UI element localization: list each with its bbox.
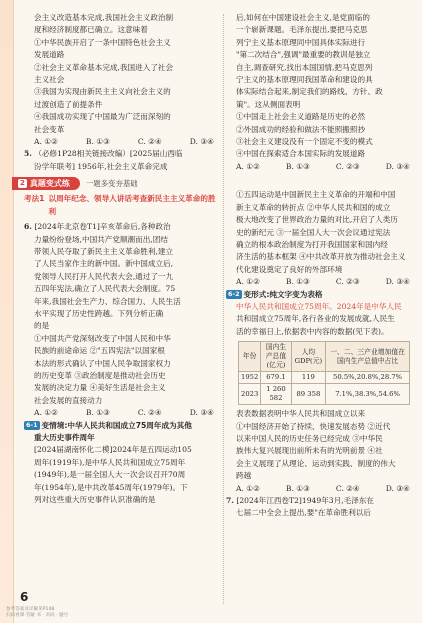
option-item: ④我国成功实现了中国最为广泛而深刻的: [34, 112, 171, 122]
data-table: [238, 341, 410, 405]
option-d[interactable]: D. ③④: [385, 277, 410, 287]
option-a[interactable]: A. ①②: [236, 483, 260, 493]
text-line: 共和国成立75周年,各行各业的发展成就,人民生: [236, 314, 395, 324]
text-line: 后,如何在中国建设社会主义,是党面临的: [236, 13, 370, 22]
text-line: 自主,调查研究,找出本国国情,把马克思列: [236, 62, 373, 72]
option-item: ③我国为实现由新民主主义向社会主义的: [34, 87, 171, 97]
answer-options: [226, 276, 416, 288]
section-title: 真题变式练: [29, 179, 70, 189]
option-item: ④中国在探索适合本国实际的发展道路: [236, 149, 366, 159]
right-column: [226, 12, 416, 520]
answer-options: [226, 483, 416, 495]
option-item: 发展的决定力量 ④美好生活是社会主义: [34, 383, 166, 393]
option-item: ③社会主义建设没有一个固定不变的模式: [236, 137, 373, 147]
variant-badge: 6-2: [228, 289, 240, 298]
option-b[interactable]: B. ①③: [285, 277, 310, 287]
text-line: 水平实现了历史性跨越。下列分析正确: [34, 308, 164, 318]
table-header-row: [239, 342, 410, 372]
table-cell: 679.1: [261, 372, 291, 384]
text-line: [2024年北京卷T1]辛亥革命后,各种政治: [34, 222, 171, 232]
option-a[interactable]: A. ①②: [236, 277, 260, 287]
text-line: 七届二中全会上提出,要"在革命胜利以后: [236, 508, 371, 518]
text-line: 变情境:中华人民共和国成立75周年成为其他: [41, 420, 192, 430]
option-item: 发展道路: [34, 50, 65, 60]
option-item: 族伟大复兴展现出前所未有的光明前景 ④社: [236, 446, 383, 456]
option-c[interactable]: C. ②④: [137, 408, 162, 418]
text-line: 周年(1919年),是中华人民共和国成立75周年: [34, 457, 186, 467]
table-header: 年份: [239, 342, 261, 372]
option-a[interactable]: A. ①②: [34, 408, 58, 418]
footer-line: 扫码看课·答疑 书 · 页码 · 题号: [6, 613, 69, 618]
page-footer: [6, 607, 68, 619]
column-divider: [223, 14, 224, 604]
table-cell: 7.1%,38.3%,54.6%: [326, 384, 410, 405]
question-number: 6.: [24, 222, 32, 232]
answer-options: [24, 136, 220, 148]
text-line: [2024届湖南怀化二模]2024年是五四运动105: [34, 445, 192, 455]
table-cell: 119: [291, 372, 326, 384]
text-line: "第二次结合",强调"最重要的教训是独立: [236, 50, 371, 60]
footer-line: 参考答案及详解见P148: [6, 607, 55, 612]
option-b[interactable]: B. ①③: [85, 137, 110, 147]
text-line: 汾学年联考] 1956年,社会主义革命完成: [34, 161, 168, 171]
table-header: 国内生产总值(亿元): [261, 342, 291, 372]
text-line: 年来,我国社会生产力、综合国力、人民生活: [34, 296, 181, 306]
text-line: (1949年),是一届全国人大一次会议召开70周: [34, 470, 186, 480]
page-edge-strip: [0, 0, 14, 623]
text-line: 列对这些重大历史事件认识准确的是: [34, 495, 156, 505]
option-item: ①中国共产党深刻改变了中国人民和中华: [34, 333, 171, 343]
exam-method-text: 以周年纪念、领导人讲话考查新民主主义革命的胜利: [48, 194, 216, 216]
text-line: （必修1P28相关链接改编）[2025届山西临: [34, 149, 183, 159]
section-banner: [12, 177, 220, 190]
section-number: 2: [20, 179, 25, 188]
text-line: 表表数据表明中华人民共和国成立以来: [236, 409, 366, 419]
text-line: 变形式:纯文字变为表格: [243, 289, 323, 299]
question-6-stem: [24, 221, 220, 233]
option-item: 本法的形式确认了中国人民争取国家权力: [34, 358, 171, 368]
option-item: 跨越: [236, 471, 252, 481]
option-c[interactable]: C. ②③: [335, 161, 360, 171]
option-d[interactable]: D. ③④: [189, 408, 214, 418]
option-item: 确立的根本政治制度为打开我国国家和国内经: [236, 239, 388, 249]
option-item: 社会发展的直接动力: [34, 395, 103, 405]
option-item: 以来中国人民的历史任务已经完成 ③中华民: [236, 433, 383, 443]
option-item: ②外国成功的经验和做法不能照搬照抄: [236, 124, 366, 134]
option-c[interactable]: C. ②③: [335, 277, 360, 287]
text-line: 度和经济制度都已确立。这意味着: [34, 25, 148, 35]
table-row: [239, 372, 410, 384]
option-c[interactable]: C. ②④: [137, 137, 162, 147]
option-b[interactable]: B. ①③: [285, 161, 310, 171]
table-cell: 50.5%,20.8%,28.7%: [326, 372, 410, 384]
text-line: 五四年宪法,确立了人民代表大会制度。75: [34, 284, 176, 294]
option-item: 济生活的基本框架 ④中共改革开放为推动社会主义: [236, 252, 406, 262]
variant-title: [226, 289, 416, 301]
option-d[interactable]: D. ③④: [385, 483, 410, 493]
option-item: ②社会主义革命基本完成,我国进入了社会: [34, 62, 174, 72]
table-cell: 1952: [239, 372, 261, 384]
text-line: 重大历史事件周年: [34, 433, 95, 442]
variant-badge: 6-1: [26, 420, 38, 429]
question-5-stem: [24, 148, 220, 160]
option-item: 新主义革命的转折点 ②中华人民共和国的成立: [236, 202, 391, 212]
table-cell: 1 260 582: [261, 384, 291, 405]
text-line: [2024年江西卷T2]1949年3月,毛泽东在: [236, 496, 375, 505]
text-line: 带领人民夺取了新民主主义革命胜利,建立: [34, 246, 174, 256]
table-header: 人均GDP(元): [291, 342, 326, 372]
table-header: 一、二、三产业增加值在国内生产总值中占比: [326, 342, 410, 372]
option-item: 代化建设奠定了良好的外部环境: [236, 264, 343, 274]
text-line: 一个崭新课题。毛泽东提出,要把马克思: [236, 25, 368, 35]
table-cell: 2023: [239, 384, 261, 405]
section-subtitle: 一题多变夯基础: [85, 178, 138, 188]
option-item: ①中华民族开启了一条中国特色社会主义: [34, 37, 171, 47]
exam-method: [24, 193, 220, 218]
text-line: 的是: [34, 321, 50, 331]
question-number: 5.: [24, 149, 32, 159]
option-item: 民族的前途命运 ②"五四宪法"以国家根: [34, 346, 165, 356]
option-item: 过渡创造了前提条件: [34, 99, 103, 109]
variant-title: [24, 420, 220, 432]
answer-options: [24, 407, 220, 419]
text-line: 会主义改造基本完成,我国社会主义政治制: [34, 13, 174, 22]
option-b[interactable]: B. ①③: [285, 483, 310, 493]
text-line: 中华人民共和国成立75周年。2024年是中华人民: [236, 301, 402, 311]
option-item: ①中国走上社会主义道路是历史的必然: [236, 112, 366, 122]
text-line: 列宁主义基本原理同中国具体实际进行: [236, 37, 366, 47]
section-tag: [12, 177, 80, 190]
table-row: [239, 384, 410, 405]
option-a[interactable]: A. ①②: [34, 137, 58, 147]
exam-method-label: 考法1: [24, 194, 45, 204]
option-d[interactable]: D. ③④: [385, 161, 410, 171]
table-cell: 89 358: [291, 384, 326, 405]
option-item: ①中国经济开始了持续、快速发展态势 ②近代: [236, 421, 391, 431]
option-item: 极大地改变了世界政治力量的对比,开启了人类历: [236, 215, 398, 225]
option-c[interactable]: C. ②④: [335, 483, 360, 493]
option-item: 社会变革: [34, 124, 65, 134]
page-number: 6: [20, 590, 29, 604]
text-line: 策"。这从侧面表明: [236, 99, 301, 109]
text-line: 年(1954年),是中共改革45周年(1979年)。下: [34, 482, 188, 492]
text-line: 活的幸福日上,依据表中内容的数据(见下表)。: [236, 326, 389, 336]
spacer: [226, 173, 416, 189]
option-b[interactable]: B. ①③: [85, 408, 110, 418]
text-line: 力量纷纷登场,中国共产党顺潮而出,团结: [34, 234, 168, 244]
text-line: 宁主义的基本原理同我国革命和建设的具: [236, 75, 373, 85]
option-a[interactable]: A. ①②: [236, 161, 260, 171]
option-d[interactable]: D. ③④: [189, 137, 214, 147]
option-item: 的历史变革 ③政治制度是推动社会历史: [34, 370, 166, 380]
text-line: 党领导人民打开人民代表大会,通过了一九: [34, 271, 174, 281]
option-item: 史的新纪元 ③一届全国人大一次会议通过宪法: [236, 227, 391, 237]
text-line: 体实际结合起来,制定我们的路线、方针、政: [236, 87, 383, 97]
left-column: [20, 12, 220, 506]
option-item: ①五四运动是中国新民主主义革命的开端和中国: [236, 190, 396, 200]
option-item: 主义社会: [34, 75, 65, 85]
option-item: 会主义展现了从理论、运动到实践、制度的伟大: [236, 458, 396, 468]
question-number: 7.: [226, 496, 234, 505]
question-7-stem: [226, 495, 416, 507]
text-line: 了人民当家作主的新中国。新中国成立后,: [34, 259, 174, 269]
answer-options: [226, 161, 416, 173]
